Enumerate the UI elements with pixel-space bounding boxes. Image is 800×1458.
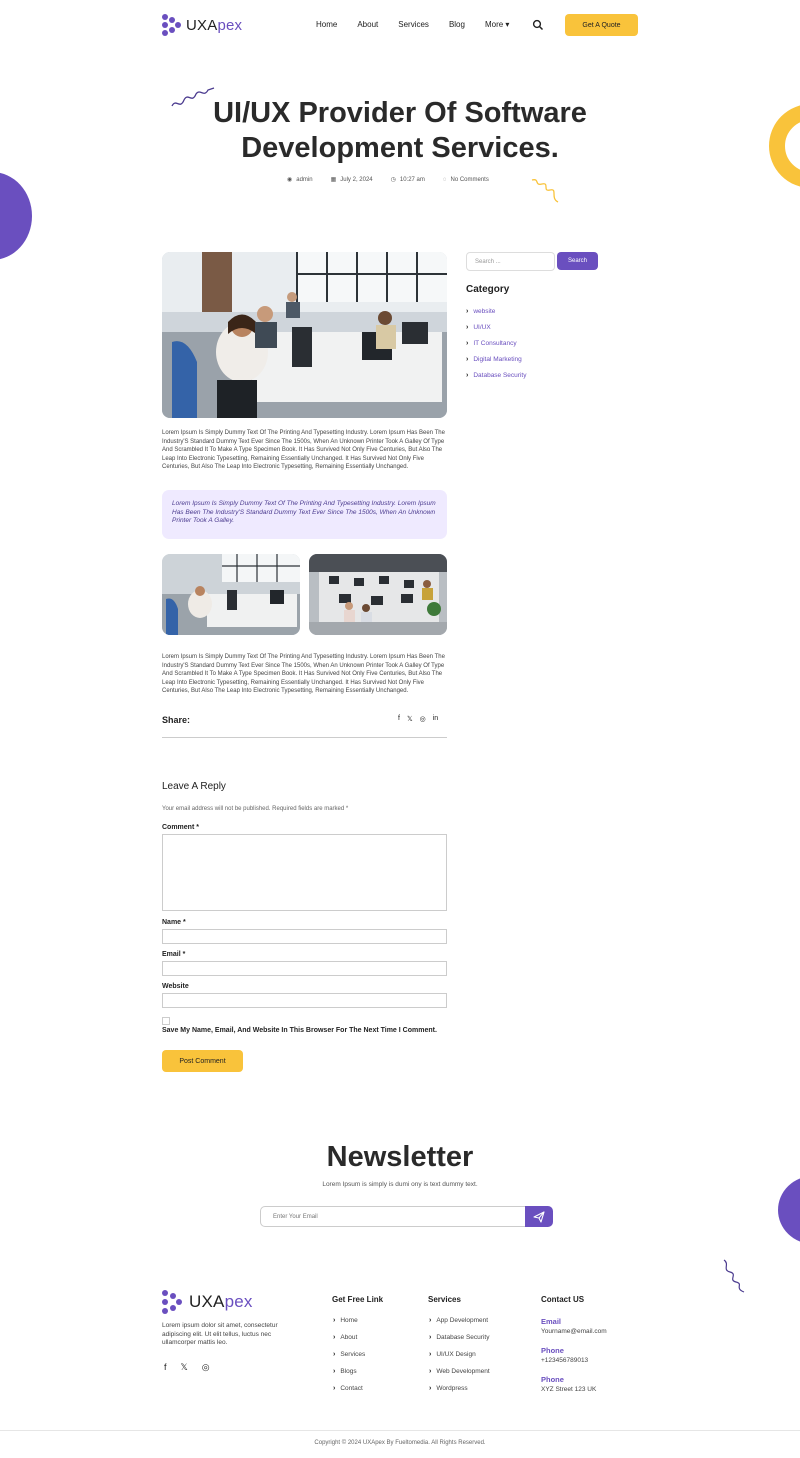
contact-email-label: Email <box>541 1317 562 1326</box>
chevron-right-icon: › <box>466 324 469 332</box>
footer-link[interactable]: › Blogs <box>333 1368 357 1375</box>
footer-divider <box>0 1430 800 1431</box>
clock-icon: ◷ <box>390 177 396 183</box>
search-icon[interactable] <box>532 19 544 31</box>
logo-mark-icon <box>162 1290 184 1314</box>
newsletter-title: Newsletter <box>326 1141 474 1173</box>
footer-services-list <box>429 1312 490 1397</box>
chevron-right-icon: › <box>333 1334 336 1341</box>
chevron-down-icon: ▾ <box>505 20 510 29</box>
footer-link[interactable]: › About <box>333 1334 358 1341</box>
chevron-right-icon: › <box>333 1368 336 1375</box>
newsletter-submit-button[interactable] <box>525 1206 553 1227</box>
facebook-icon[interactable]: f <box>398 715 400 722</box>
nav-about[interactable]: About <box>357 20 379 29</box>
comment-icon: ◌ <box>442 176 447 183</box>
chevron-right-icon: › <box>429 1385 432 1392</box>
footer-service-link[interactable]: › Wordpress <box>429 1385 468 1392</box>
category-item[interactable]: › Digital Marketing <box>466 355 522 363</box>
footer-contact-title: Contact US <box>541 1295 585 1304</box>
reply-note: Your email address will not be published. Required fields are marked * <box>162 806 349 812</box>
share-icons <box>398 715 438 723</box>
chevron-right-icon: › <box>466 339 469 347</box>
meta-time: 10:27 am <box>399 176 425 183</box>
share-label: Share: <box>162 715 191 725</box>
instagram-icon[interactable]: ◎ <box>201 1362 210 1372</box>
footer-service-link[interactable]: › Web Development <box>429 1368 490 1375</box>
chevron-right-icon: › <box>466 371 469 379</box>
sidebar-search-input[interactable]: Search ... <box>466 252 555 271</box>
category-item[interactable]: › Database Security <box>466 371 527 379</box>
footer-service-link[interactable]: › Database Security <box>429 1334 490 1341</box>
footer-social <box>164 1362 210 1373</box>
x-twitter-icon[interactable]: 𝕏 <box>180 1362 188 1372</box>
x-twitter-icon[interactable]: 𝕏 <box>406 716 413 723</box>
reply-title: Leave A Reply <box>162 781 226 792</box>
footer-link[interactable]: › Services <box>333 1351 366 1358</box>
gallery-image-2 <box>309 554 447 635</box>
instagram-icon[interactable]: ◎ <box>419 716 426 723</box>
newsletter-email-input[interactable]: Enter Your Email <box>260 1206 526 1227</box>
footer-link[interactable]: › Contact <box>333 1385 363 1392</box>
footer-about: Lorem ipsum dolor sit amet, consectetur adipiscing elit. Ut elit tellus, luctus nec ullamcorper mattis leo. <box>162 1322 278 1346</box>
gallery-image-1 <box>162 554 300 635</box>
article-paragraph-2: Lorem Ipsum Is Simply Dummy Text Of The Printing And Typesetting Industry. Lorem Ipsum Has Been The Industry'S Standard Dummy Text Ever Since The 1500s, When An Unknown Printer Took A Galley Of Type And Scrambled It To Make A Type Specimen Book. It Has Survived Not Only Five Centuries, But Also The Leap Into Electronic Typesetting, Remaining Essentially Unchanged. It Has Survived Not Only Five Centuries, But Also The Leap Into Electronic Typesetting, Remaining Essentially Unchanged. <box>162 654 445 695</box>
website-field[interactable] <box>162 993 447 1008</box>
comment-textarea[interactable] <box>162 834 447 911</box>
save-info-checkbox[interactable] <box>162 1017 170 1025</box>
chevron-right-icon: › <box>333 1317 336 1324</box>
newsletter-subtitle: Lorem Ipsum is simply is dumi ony is text dummy text. <box>322 1181 478 1188</box>
name-field[interactable] <box>162 929 447 944</box>
decor-circle-bottom-right <box>778 1176 800 1244</box>
page-title: UI/UX Provider Of Software Development Services. <box>213 97 587 164</box>
meta-date: July 2, 2024 <box>340 176 373 183</box>
facebook-icon[interactable]: f <box>164 1362 167 1372</box>
contact-phone-value[interactable]: +123456789013 <box>541 1357 589 1364</box>
sidebar-search-button[interactable]: Search <box>557 252 598 270</box>
logo-mark-icon <box>162 14 182 36</box>
contact-address-value: XYZ Street 123 UK <box>541 1386 597 1393</box>
post-comment-button[interactable]: Post Comment <box>162 1050 243 1072</box>
name-label: Name * <box>162 919 186 926</box>
post-meta <box>287 176 489 183</box>
category-item[interactable]: › UI/UX <box>466 324 491 332</box>
blockquote: Lorem Ipsum Is Simply Dummy Text Of The Printing And Typesetting Industry. Lorem Ipsum Has Been The Industry'S Standard Dummy Text Ever Since The 1500s, When An Unknown Printer Took A Galley. <box>162 490 447 539</box>
comment-label: Comment * <box>162 824 199 831</box>
meta-comments[interactable]: No Comments <box>450 176 489 183</box>
chevron-right-icon: › <box>333 1351 336 1358</box>
category-list <box>466 304 526 383</box>
chevron-right-icon: › <box>466 308 469 316</box>
footer-logo-text: UXApex <box>189 1292 253 1311</box>
category-item[interactable]: › IT Consultancy <box>466 339 517 347</box>
chevron-right-icon: › <box>429 1368 432 1375</box>
chevron-right-icon: › <box>429 1351 432 1358</box>
footer-service-link[interactable]: › App Development <box>429 1317 489 1324</box>
contact-email-value[interactable]: Yourname@email.com <box>541 1328 607 1335</box>
decor-circle-left <box>0 172 32 260</box>
site-logo[interactable] <box>162 14 242 36</box>
category-item[interactable]: › website <box>466 308 496 316</box>
email-label: Email * <box>162 951 186 958</box>
article-paragraph-1: Lorem Ipsum Is Simply Dummy Text Of The Printing And Typesetting Industry. Lorem Ipsum Has Been The Industry'S Standard Dummy Text Ever Since The 1500s, When An Unknown Printer Took A Galley Of Type And Scrambled It To Make A Type Specimen Book. It Has Survived Not Only Five Centuries, But Also The Leap Into Electronic Typesetting, Remaining Essentially Unchanged. It Has Survived Not Only Five Centuries, But Also The Leap Into Electronic Typesetting, Remaining Essentially Unchanged. <box>162 430 445 471</box>
nav-services[interactable]: Services <box>398 20 429 29</box>
meta-author[interactable]: admin <box>296 176 313 183</box>
footer-logo[interactable] <box>162 1290 253 1314</box>
user-icon: ◉ <box>287 177 293 183</box>
logo-text: UXApex <box>186 16 243 34</box>
chevron-right-icon: › <box>333 1385 336 1392</box>
nav-home[interactable]: Home <box>316 20 338 29</box>
squiggle-bottom-right <box>720 1258 748 1294</box>
category-title: Category <box>466 284 510 295</box>
nav-more[interactable]: More ▾ <box>484 20 510 29</box>
chevron-right-icon: › <box>429 1334 432 1341</box>
get-quote-button[interactable]: Get A Quote <box>565 14 638 36</box>
contact-address-label: Phone <box>541 1375 564 1384</box>
chevron-right-icon: › <box>466 355 469 363</box>
send-icon <box>533 1211 545 1223</box>
squiggle-hero-right <box>530 176 560 206</box>
featured-image <box>162 252 447 418</box>
footer-link[interactable]: › Home <box>333 1317 358 1324</box>
copyright: Copyright © 2024 UXApex By Fueltomedia. All Rights Reserved. <box>314 1440 486 1446</box>
nav-blog[interactable]: Blog <box>448 20 465 29</box>
save-info-label: Save My Name, Email, And Website In This Browser For The Next Time I Comment. <box>162 1027 437 1034</box>
calendar-icon: ▦ <box>330 177 337 183</box>
share-divider <box>162 737 447 738</box>
linkedin-icon[interactable]: in <box>432 715 439 722</box>
main-nav <box>316 20 509 29</box>
footer-links-list <box>333 1312 365 1397</box>
footer-services-title: Services <box>428 1295 461 1304</box>
footer-service-link[interactable]: › UI/UX Design <box>429 1351 476 1358</box>
contact-phone-label: Phone <box>541 1346 564 1355</box>
website-label: Website <box>162 983 189 990</box>
footer-links-title: Get Free Link <box>332 1295 384 1304</box>
email-field[interactable] <box>162 961 447 976</box>
chevron-right-icon: › <box>429 1317 432 1324</box>
decor-ring-right <box>769 104 800 188</box>
